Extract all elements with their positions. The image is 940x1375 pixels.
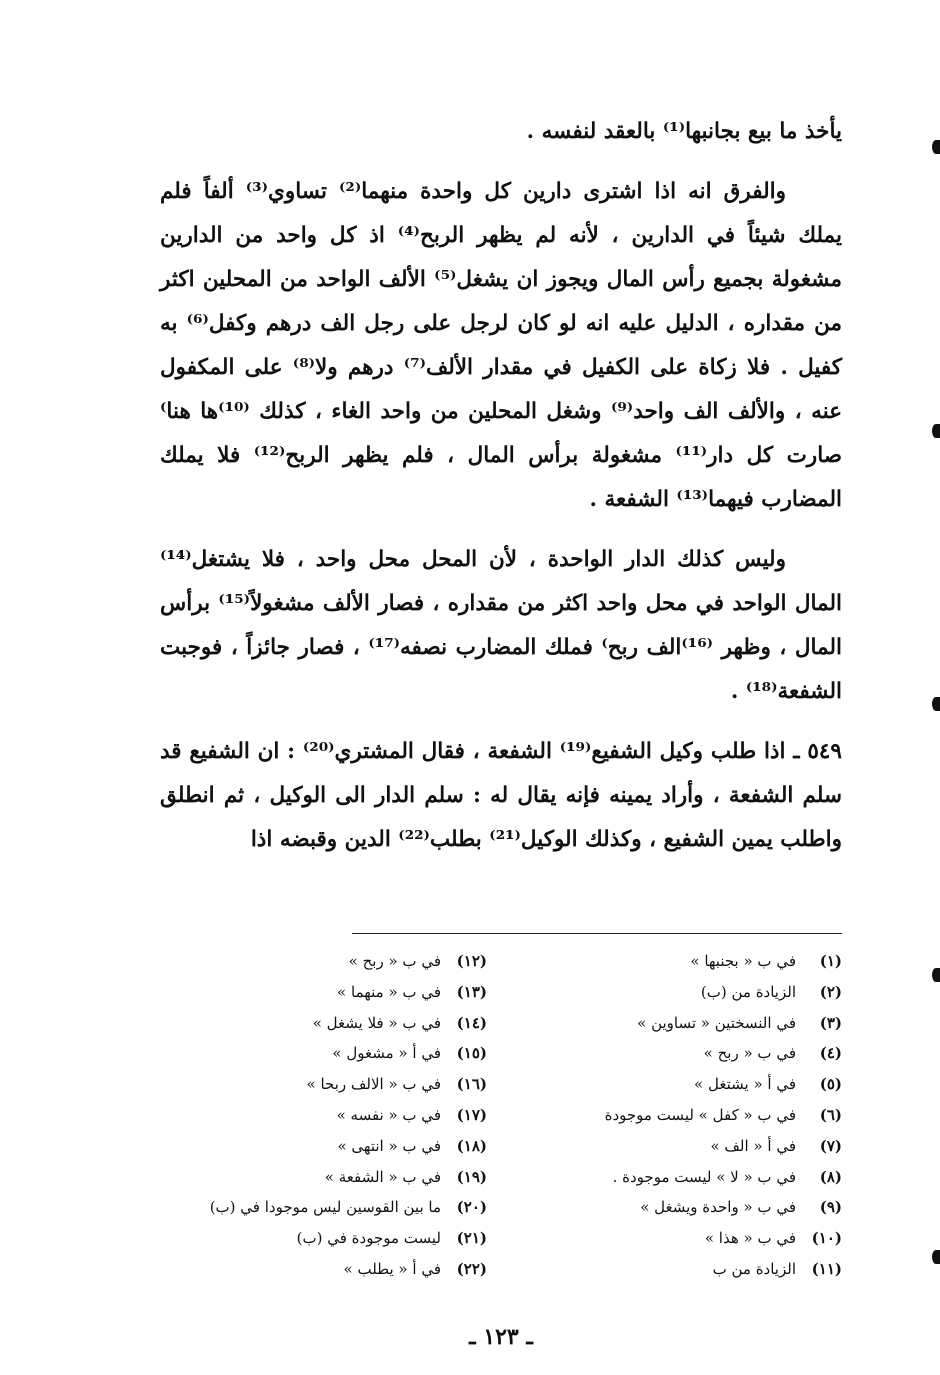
footnote-number: (٢١) (456, 1229, 487, 1248)
footnote-text: في ب « واحدة ويشغل » (640, 1198, 796, 1217)
footnote-number: (١٥) (456, 1044, 487, 1063)
footnotes-column-right (512, 946, 842, 1285)
paragraph-3-text: وليس كذلك الدار الواحدة ، لأن المحل محل واحد ، فلا يشتغل⁽¹⁴⁾ المال الواحد في محل واحد اكثر من مقداره ، فصار الألف مشغولاً⁽¹⁵⁾ برأس المال ، وظهر ⁽¹⁶⁾الف ربح⁾ فملك المضارب نصفه⁽¹⁷⁾ ، فصار جائزاً ، فوجبت الشفعة⁽¹⁸⁾ . (160, 547, 842, 704)
footnote-text: في أ « يطلب » (343, 1259, 441, 1278)
footnotes-column-left (157, 946, 487, 1285)
margin-mark (932, 140, 940, 154)
paragraph-3 (160, 538, 842, 714)
footnote-number: (٧) (819, 1136, 842, 1155)
footnote-item (512, 977, 842, 1008)
footnote-number: (١٢) (456, 952, 487, 970)
margin-mark (932, 968, 940, 982)
footnote-number: (٣) (819, 1013, 842, 1032)
footnote-number: (١٠) (811, 1229, 842, 1248)
footnote-item (157, 1100, 487, 1131)
footnote-item (512, 1223, 842, 1254)
footnote-text: في ب « منهما » (337, 982, 441, 1001)
footnote-number: (١٨) (456, 1136, 487, 1155)
footnote-text: ليست موجودة في (ب) (296, 1229, 441, 1248)
footnote-item (157, 1254, 487, 1285)
footnote-text: في ب « ربح » (703, 1044, 796, 1063)
footnote-text: الزيادة من ب (712, 1259, 796, 1278)
page-body (160, 110, 843, 1350)
footnote-item (157, 1069, 487, 1100)
footnote-text: في ب « نفسه » (336, 1105, 441, 1124)
footnote-item (157, 1038, 487, 1069)
footnotes (160, 946, 842, 1286)
footnote-item (512, 1100, 842, 1131)
footnote-number: (١٣) (456, 982, 487, 1001)
footnote-text: في ب « هذا » (704, 1229, 796, 1248)
footnote-text: في أ « مشغول » (332, 1044, 441, 1063)
footnote-text: في أ « الف » (710, 1136, 796, 1155)
footnote-divider (352, 933, 842, 934)
footnote-text: في ب « ربح » (348, 952, 441, 970)
footnote-number: (١٧) (456, 1105, 487, 1124)
footnote-number: (١٩) (456, 1167, 487, 1186)
footnote-text: في ب « كفل » ليست موجودة (604, 1105, 796, 1124)
footnote-item (157, 1008, 487, 1039)
footnote-number: (٢٢) (456, 1259, 487, 1278)
footnote-text: الزيادة من (ب) (700, 982, 796, 1001)
footnote-number: (٦) (819, 1105, 842, 1124)
footnote-number: (٤) (819, 1044, 842, 1063)
footnote-text: في أ « يشتغل » (694, 1075, 796, 1094)
footnote-number: (١) (819, 952, 842, 970)
margin-mark (932, 697, 940, 711)
footnote-text: في النسختين « تساوين » (637, 1013, 796, 1032)
footnote-text: في ب « انتهى » (337, 1136, 441, 1155)
footnote-text: في ب « فلا يشغل » (312, 1013, 441, 1032)
footnote-text: في ب « بجنبها » (690, 952, 796, 970)
paragraph-2 (160, 170, 842, 522)
footnote-number: (٥) (819, 1075, 842, 1094)
footnote-number: (١١) (811, 1259, 842, 1278)
footnote-item (512, 1008, 842, 1039)
footnote-number: (١٤) (456, 1013, 487, 1032)
footnote-text: في ب « الشفعة » (324, 1167, 441, 1186)
page-number: ـ ١٢٣ ـ (469, 1324, 533, 1350)
footnote-item (512, 1192, 842, 1223)
paragraph-4 (160, 730, 842, 862)
footnote-number: (٩) (819, 1198, 842, 1217)
footnote-item (512, 1038, 842, 1069)
footnote-text: في ب « الالف ربحا » (306, 1075, 441, 1094)
footnote-item (512, 1254, 842, 1285)
margin-mark (932, 1250, 940, 1264)
footnote-item (157, 1223, 487, 1254)
footnote-number: (١٦) (456, 1075, 487, 1094)
footnote-item (512, 946, 842, 977)
paragraph-1: يأخذ ما بيع بجانبها⁽¹⁾ بالعقد لنفسه . (526, 119, 842, 144)
footnote-item (157, 1162, 487, 1193)
margin-mark (932, 424, 940, 438)
footnote-item (157, 1131, 487, 1162)
footnote-item (512, 1131, 842, 1162)
footnote-number: (٢٠) (456, 1198, 487, 1217)
footnote-item (512, 1069, 842, 1100)
footnote-item (512, 1162, 842, 1193)
footnote-item (157, 977, 487, 1008)
footnote-item (157, 946, 487, 977)
section-number: ٥٤٩ ـ (793, 739, 842, 764)
paragraph-4-text: اذا طلب وكيل الشفيع⁽¹⁹⁾ الشفعة ، فقال المشتري⁽²⁰⁾ : ان الشفيع قد سلم الشفعة ، وأراد يمينه فإنه يقال له : سلم الدار الى الوكيل ، ثم انطلق واطلب يمين الشفيع ، وكذلك الوكيل⁽²¹⁾ بطلب⁽²²⁾ الدين وقبضه اذا (160, 739, 842, 852)
paragraph-2-text: والفرق انه اذا اشترى دارين كل واحدة منهما⁽²⁾ تساوي⁽³⁾ ألفاً فلم يملك شيئاً في الدارين ، لأنه لم يظهر الربح⁽⁴⁾ اذ كل واحد من الدارين مشغولة بجميع رأس المال ويجوز ان يشغل⁽⁵⁾ الألف الواحد من المحلين اكثر من مقداره ، الدليل عليه انه لو كان لرجل على رجل الف درهم وكفل⁽⁶⁾ به كفيل . فلا زكاة على الكفيل في مقدار الألف⁽⁷⁾ درهم ولا⁽⁸⁾ على المكفول عنه ، والألف الف واحد⁽⁹⁾ وشغل المحلين من واحد الغاء ، كذلك ⁽¹⁰⁾ها هنا⁾ صارت كل دار⁽¹¹⁾ مشغولة برأس المال ، فلم يظهر الربح⁽¹²⁾ فلا يملك المضارب فيهما⁽¹³⁾ الشفعة . (160, 179, 843, 512)
footnote-text: ما بين القوسين ليس موجودا في (ب) (209, 1198, 441, 1217)
footnote-item (157, 1192, 487, 1223)
footnote-number: (٢) (819, 982, 842, 1001)
footnote-number: (٨) (819, 1167, 842, 1186)
footnote-text: في ب « لا » ليست موجودة . (612, 1167, 796, 1186)
